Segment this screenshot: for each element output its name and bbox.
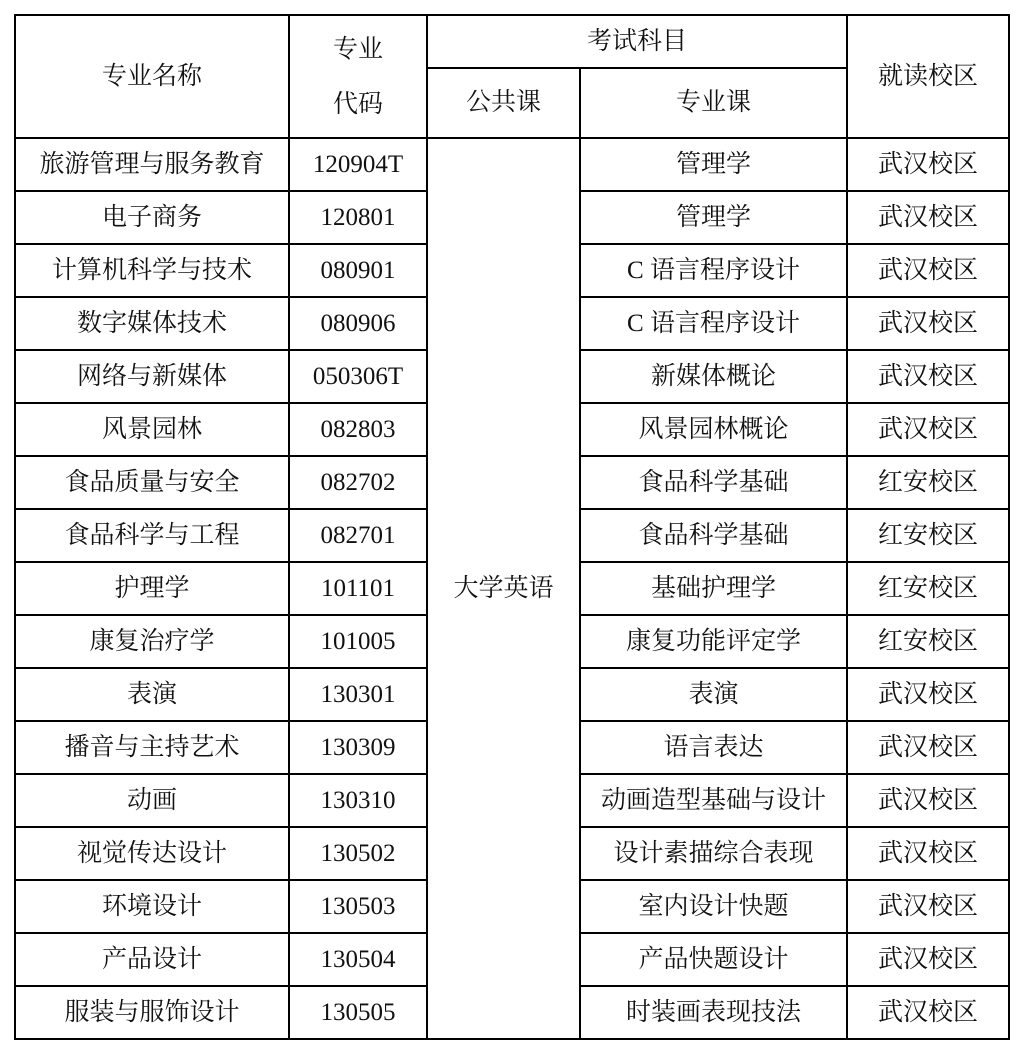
cell-professional-course: 产品快题设计: [580, 933, 847, 986]
cell-major-name: 康复治疗学: [15, 615, 289, 668]
cell-professional-course: 风景园林概论: [580, 403, 847, 456]
cell-professional-course: C 语言程序设计: [580, 244, 847, 297]
cell-professional-course: 时装画表现技法: [580, 986, 847, 1039]
cell-campus: 武汉校区: [847, 244, 1009, 297]
cell-campus: 武汉校区: [847, 668, 1009, 721]
cell-major-name: 播音与主持艺术: [15, 721, 289, 774]
cell-major-code: 130309: [289, 721, 427, 774]
cell-campus: 武汉校区: [847, 880, 1009, 933]
cell-campus: 武汉校区: [847, 827, 1009, 880]
cell-campus: 武汉校区: [847, 191, 1009, 244]
cell-major-code: 101005: [289, 615, 427, 668]
cell-campus: 武汉校区: [847, 933, 1009, 986]
cell-campus: 武汉校区: [847, 297, 1009, 350]
header-professional-course: 专业课: [580, 68, 847, 138]
cell-professional-course: C 语言程序设计: [580, 297, 847, 350]
cell-professional-course: 食品科学基础: [580, 509, 847, 562]
header-major-code-line1: 专业: [332, 35, 383, 63]
cell-major-name: 食品科学与工程: [15, 509, 289, 562]
cell-major-code: 130502: [289, 827, 427, 880]
cell-major-name: 产品设计: [15, 933, 289, 986]
cell-campus: 武汉校区: [847, 138, 1009, 191]
header-public-course: 公共课: [427, 68, 580, 138]
cell-professional-course: 语言表达: [580, 721, 847, 774]
cell-professional-course: 新媒体概论: [580, 350, 847, 403]
majors-exam-table: [14, 14, 1010, 1040]
cell-major-name: 电子商务: [15, 191, 289, 244]
cell-campus: 红安校区: [847, 456, 1009, 509]
cell-major-name: 旅游管理与服务教育: [15, 138, 289, 191]
table-row: [15, 138, 1009, 191]
cell-major-code: 101101: [289, 562, 427, 615]
cell-major-name: 表演: [15, 668, 289, 721]
header-campus: 就读校区: [847, 15, 1009, 138]
cell-major-code: 080901: [289, 244, 427, 297]
header-major-code: [289, 15, 427, 138]
cell-campus: 红安校区: [847, 509, 1009, 562]
cell-major-code: 130504: [289, 933, 427, 986]
cell-major-name: 食品质量与安全: [15, 456, 289, 509]
cell-professional-course: 动画造型基础与设计: [580, 774, 847, 827]
cell-professional-course: 食品科学基础: [580, 456, 847, 509]
table-body: [15, 138, 1009, 1039]
cell-major-code: 082803: [289, 403, 427, 456]
cell-major-code: 120801: [289, 191, 427, 244]
header-exam-subjects: 考试科目: [427, 15, 847, 68]
cell-campus: 武汉校区: [847, 350, 1009, 403]
cell-campus: 武汉校区: [847, 774, 1009, 827]
cell-major-code: 082702: [289, 456, 427, 509]
cell-major-code: 130505: [289, 986, 427, 1039]
cell-major-code: 050306T: [289, 350, 427, 403]
cell-major-code: 130310: [289, 774, 427, 827]
table-header: [15, 15, 1009, 138]
cell-professional-course: 设计素描综合表现: [580, 827, 847, 880]
cell-major-code: 130503: [289, 880, 427, 933]
cell-major-code: 130301: [289, 668, 427, 721]
cell-professional-course: 表演: [580, 668, 847, 721]
cell-campus: 红安校区: [847, 615, 1009, 668]
cell-campus: 武汉校区: [847, 986, 1009, 1039]
document-table-container: [14, 14, 1010, 1040]
header-major-code-line2: 代码: [332, 90, 383, 118]
cell-major-code: 080906: [289, 297, 427, 350]
cell-major-name: 服装与服饰设计: [15, 986, 289, 1039]
cell-professional-course: 管理学: [580, 191, 847, 244]
cell-major-name: 网络与新媒体: [15, 350, 289, 403]
cell-campus: 武汉校区: [847, 721, 1009, 774]
public-course-merged-cell: 大学英语: [427, 138, 580, 1039]
cell-campus: 武汉校区: [847, 403, 1009, 456]
cell-major-name: 风景园林: [15, 403, 289, 456]
cell-major-code: 120904T: [289, 138, 427, 191]
cell-major-name: 动画: [15, 774, 289, 827]
cell-professional-course: 室内设计快题: [580, 880, 847, 933]
cell-major-code: 082701: [289, 509, 427, 562]
cell-major-name: 计算机科学与技术: [15, 244, 289, 297]
cell-major-name: 视觉传达设计: [15, 827, 289, 880]
cell-major-name: 数字媒体技术: [15, 297, 289, 350]
cell-professional-course: 管理学: [580, 138, 847, 191]
cell-major-name: 护理学: [15, 562, 289, 615]
header-major-name: 专业名称: [15, 15, 289, 138]
cell-campus: 红安校区: [847, 562, 1009, 615]
cell-major-name: 环境设计: [15, 880, 289, 933]
cell-professional-course: 基础护理学: [580, 562, 847, 615]
cell-professional-course: 康复功能评定学: [580, 615, 847, 668]
